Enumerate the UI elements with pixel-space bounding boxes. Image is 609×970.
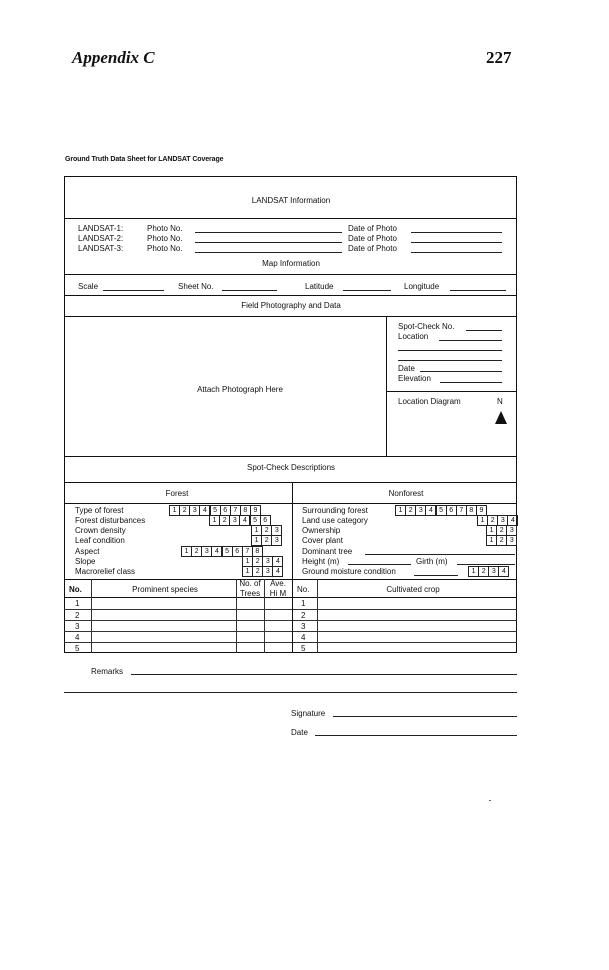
checkbox-option[interactable]: 4: [425, 505, 436, 516]
photo-no-label: Photo No.: [147, 234, 183, 243]
sheet-no-label: Sheet No.: [178, 282, 214, 291]
date-footer-label: Date: [291, 728, 308, 737]
photo-no-field[interactable]: [195, 242, 342, 243]
checkbox-option[interactable]: 1: [251, 525, 262, 536]
table-header-ave: Ave.: [270, 579, 286, 588]
checkbox-option[interactable]: 1: [486, 525, 497, 536]
north-arrow-icon: [495, 411, 507, 424]
divider: [64, 503, 517, 504]
table-row-line: [64, 631, 517, 632]
date-of-photo-field[interactable]: [411, 252, 502, 253]
location-field-line[interactable]: [398, 350, 502, 351]
longitude-field[interactable]: [450, 290, 506, 291]
checkbox-option[interactable]: 4: [507, 515, 518, 526]
divider: [64, 579, 517, 580]
table-row: 3: [75, 622, 80, 631]
divider: [64, 597, 517, 598]
page-number: 227: [486, 48, 512, 67]
north-label: N: [497, 397, 503, 406]
nonforest-row-label: Surrounding forest: [302, 506, 368, 515]
checkbox-option[interactable]: 6: [232, 546, 243, 557]
data-sheet-frame: [64, 176, 517, 653]
date-label: Date: [398, 364, 415, 373]
map-heading: Map Information: [262, 259, 320, 268]
appendix-title: Appendix C: [72, 48, 155, 67]
checkbox-option[interactable]: 6: [446, 505, 457, 516]
location-field[interactable]: [439, 340, 502, 341]
cover-plant-boxes[interactable]: [487, 535, 517, 546]
forest-row-label: Leaf condition: [75, 536, 125, 545]
ground-moisture-field[interactable]: [414, 575, 458, 576]
location-field-line[interactable]: [398, 360, 502, 361]
table-header-cultivated: Cultivated crop: [386, 585, 440, 594]
checkbox-option[interactable]: 3: [271, 525, 282, 536]
table-row: 5: [75, 644, 80, 653]
checkbox-option[interactable]: 2: [191, 546, 202, 557]
table-row: 1: [75, 599, 80, 608]
surrounding-forest-boxes[interactable]: [396, 505, 487, 516]
table-header-no2: No.: [297, 585, 310, 594]
checkbox-option[interactable]: 7: [230, 505, 241, 516]
checkbox-option[interactable]: 2: [261, 535, 272, 546]
checkbox-option[interactable]: 3: [201, 546, 212, 557]
checkbox-option[interactable]: 2: [478, 566, 489, 577]
forest-row-label: Forest disturbances: [75, 516, 146, 525]
checkbox-option[interactable]: 2: [261, 525, 272, 536]
elevation-label: Elevation: [398, 374, 431, 383]
checkbox-option[interactable]: 1: [486, 535, 497, 546]
nonforest-heading: Nonforest: [388, 489, 424, 498]
photo-divider: [386, 316, 387, 456]
table-row: 4: [75, 633, 80, 642]
nonforest-row-label: Ownership: [302, 526, 341, 535]
checkbox-option[interactable]: 2: [496, 535, 507, 546]
date-of-photo-label: Date of Photo: [348, 244, 397, 253]
table-row: 2: [301, 611, 306, 620]
nonforest-row-label: Ground moisture condition: [302, 567, 396, 576]
table-row: 2: [75, 611, 80, 620]
table-row-line: [64, 620, 517, 621]
scale-label: Scale: [78, 282, 99, 291]
nonforest-row-label: Land use category: [302, 516, 368, 525]
forest-row-label: Crown density: [75, 526, 126, 535]
date-footer-field[interactable]: [315, 735, 517, 736]
checkbox-option[interactable]: 3: [506, 525, 517, 536]
checkbox-option[interactable]: 2: [219, 515, 230, 526]
divider: [64, 218, 517, 219]
date-field[interactable]: [420, 371, 502, 372]
leaf-condition-boxes[interactable]: [252, 535, 282, 546]
photo-no-field[interactable]: [195, 252, 342, 253]
divider: [386, 391, 517, 392]
table-header-no: No.: [69, 585, 82, 594]
table-header-hi-m: Hi M: [269, 589, 287, 598]
landsat-1-label: LANDSAT-1:: [78, 224, 124, 233]
speck: [489, 800, 491, 801]
checkbox-option[interactable]: 4: [239, 515, 250, 526]
dominant-tree-field[interactable]: [365, 554, 515, 555]
table-row: 1: [301, 599, 306, 608]
checkbox-option[interactable]: 4: [272, 556, 283, 567]
location-diagram-label: Location Diagram: [398, 397, 461, 406]
forest-row-label: Aspect: [75, 547, 100, 556]
girth-field[interactable]: [457, 564, 515, 565]
forest-nonforest-divider: [292, 482, 293, 653]
checkbox-option[interactable]: 1: [477, 515, 488, 526]
forest-heading: Forest: [165, 489, 189, 498]
landsat-3-label: LANDSAT-3:: [78, 244, 124, 253]
checkbox-option[interactable]: 1: [242, 566, 253, 577]
ground-moisture-boxes[interactable]: [469, 566, 509, 577]
divider: [64, 274, 517, 275]
sheet-no-field[interactable]: [222, 290, 277, 291]
checkbox-option[interactable]: 4: [211, 546, 222, 557]
table-header-no-of: No. of: [239, 579, 261, 588]
scale-field[interactable]: [103, 290, 164, 291]
checkbox-option[interactable]: 3: [271, 535, 282, 546]
checkbox-option[interactable]: 6: [260, 515, 271, 526]
checkbox-option[interactable]: 3: [415, 505, 426, 516]
date-of-photo-label: Date of Photo: [348, 224, 397, 233]
table-header-prominent: Prominent species: [132, 585, 198, 594]
checkbox-option[interactable]: 9: [250, 505, 261, 516]
table-col-line: [264, 579, 265, 653]
latitude-label: Latitude: [305, 282, 334, 291]
date-of-photo-field[interactable]: [411, 232, 502, 233]
landsat-2-label: LANDSAT-2:: [78, 234, 124, 243]
checkbox-option[interactable]: 3: [262, 556, 273, 567]
checkbox-option[interactable]: 1: [169, 505, 180, 516]
checkbox-option[interactable]: 2: [487, 515, 498, 526]
table-row-line: [64, 642, 517, 643]
sheet-title: Ground Truth Data Sheet for LANDSAT Coverage: [65, 156, 224, 163]
checkbox-option[interactable]: 2: [405, 505, 416, 516]
photo-no-label: Photo No.: [147, 224, 183, 233]
checkbox-option[interactable]: 5: [250, 515, 261, 526]
signature-field[interactable]: [333, 716, 517, 717]
elevation-field[interactable]: [440, 382, 502, 383]
checkbox-option[interactable]: 1: [468, 566, 479, 577]
field-heading: Field Photography and Data: [241, 301, 341, 310]
divider: [64, 295, 517, 296]
remarks-field-line[interactable]: [64, 692, 517, 693]
macrorelief-class-boxes[interactable]: [243, 566, 283, 577]
checkbox-option[interactable]: 5: [222, 546, 233, 557]
nonforest-row-label: Height (m): [302, 557, 340, 566]
checkbox-option[interactable]: 3: [488, 566, 499, 577]
divider: [64, 456, 517, 457]
forest-row-label: Slope: [75, 557, 96, 566]
date-of-photo-field[interactable]: [411, 242, 502, 243]
remarks-label: Remarks: [91, 667, 124, 676]
checkbox-option[interactable]: 2: [252, 556, 263, 567]
checkbox-option[interactable]: 6: [220, 505, 231, 516]
checkbox-option[interactable]: 5: [210, 505, 221, 516]
longitude-label: Longitude: [404, 282, 440, 291]
spot-heading: Spot-Check Descriptions: [246, 463, 336, 472]
checkbox-option[interactable]: 3: [189, 505, 200, 516]
checkbox-option[interactable]: 1: [181, 546, 192, 557]
spot-check-no-label: Spot-Check No.: [398, 322, 455, 331]
checkbox-option[interactable]: 4: [272, 566, 283, 577]
location-label: Location: [398, 332, 429, 341]
remarks-field[interactable]: [131, 674, 517, 675]
checkbox-option[interactable]: 4: [199, 505, 210, 516]
forest-row-label: Macrorelief class: [75, 567, 136, 576]
table-header-trees: Trees: [239, 589, 261, 598]
divider: [64, 482, 517, 483]
checkbox-option[interactable]: 1: [251, 535, 262, 546]
checkbox-option[interactable]: 1: [395, 505, 406, 516]
table-row-line: [64, 609, 517, 610]
latitude-field[interactable]: [343, 290, 391, 291]
checkbox-option[interactable]: 7: [242, 546, 253, 557]
table-row: 4: [301, 633, 306, 642]
table-col-line: [91, 579, 92, 653]
checkbox-option[interactable]: 5: [436, 505, 447, 516]
girth-label: Girth (m): [416, 557, 448, 566]
checkbox-option[interactable]: 8: [466, 505, 477, 516]
spot-check-no-field[interactable]: [466, 330, 502, 331]
nonforest-row-label: Cover plant: [302, 536, 343, 545]
photo-no-label: Photo No.: [147, 244, 183, 253]
attach-photo-area[interactable]: Attach Photograph Here: [197, 385, 283, 394]
checkbox-option[interactable]: 3: [262, 566, 273, 577]
date-of-photo-label: Date of Photo: [348, 234, 397, 243]
checkbox-option[interactable]: 2: [496, 525, 507, 536]
divider: [64, 316, 517, 317]
checkbox-option[interactable]: 2: [179, 505, 190, 516]
checkbox-option[interactable]: 1: [242, 556, 253, 567]
height-field[interactable]: [348, 564, 411, 565]
checkbox-option[interactable]: 8: [240, 505, 251, 516]
checkbox-option[interactable]: 3: [506, 535, 517, 546]
checkbox-option[interactable]: 3: [229, 515, 240, 526]
checkbox-option[interactable]: 2: [252, 566, 263, 577]
nonforest-row-label: Dominant tree: [302, 547, 353, 556]
table-row: 3: [301, 622, 306, 631]
table-col-line: [236, 579, 237, 653]
landsat-heading: LANDSAT Information: [251, 196, 331, 205]
forest-row-label: Type of forest: [75, 506, 124, 515]
table-col-line: [317, 579, 318, 653]
photo-no-field[interactable]: [195, 232, 342, 233]
checkbox-option[interactable]: 9: [476, 505, 487, 516]
checkbox-option[interactable]: 1: [209, 515, 220, 526]
table-row: 5: [301, 644, 306, 653]
checkbox-option[interactable]: 8: [252, 546, 263, 557]
checkbox-option[interactable]: 4: [498, 566, 509, 577]
signature-label: Signature: [291, 709, 326, 718]
checkbox-option[interactable]: 7: [456, 505, 467, 516]
checkbox-option[interactable]: 3: [497, 515, 508, 526]
